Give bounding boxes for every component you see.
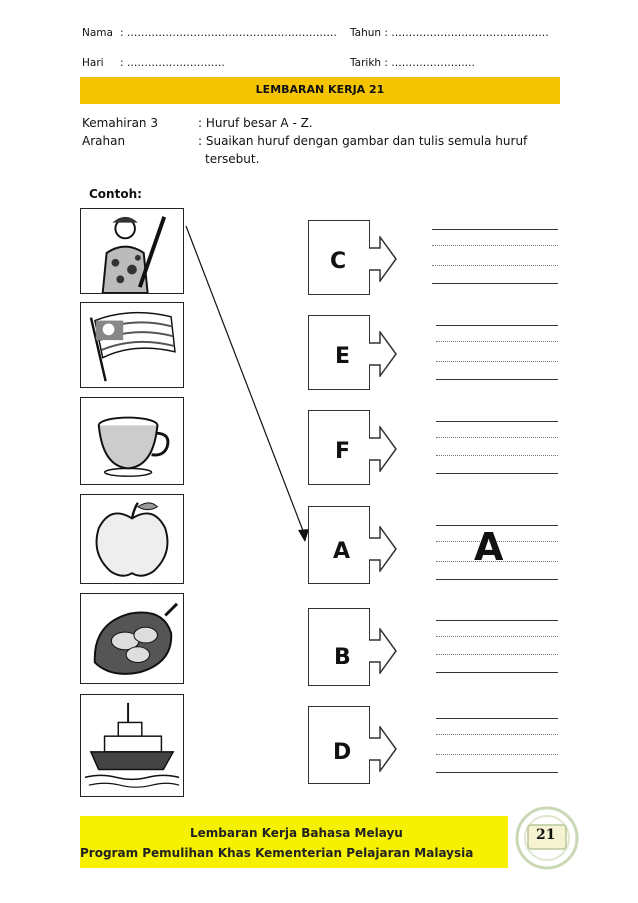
arrow-right-icon [368, 726, 398, 772]
arrow-right-icon [368, 331, 398, 377]
cup-icon [81, 398, 183, 484]
letter-box-6[interactable] [308, 706, 370, 784]
letter-box-2[interactable] [308, 315, 370, 390]
picture-flag[interactable] [80, 302, 184, 388]
arrow-4 [368, 526, 398, 572]
nama-line[interactable]: : …………………………………………………… [120, 27, 337, 39]
skill-label: Kemahiran 3 [82, 116, 158, 130]
writing-area-5[interactable] [436, 620, 558, 676]
letter-box-4[interactable] [308, 506, 370, 584]
arrow-1 [368, 236, 398, 282]
hari-label: Hari [82, 57, 104, 69]
title-banner [80, 77, 560, 104]
page-number-badge [512, 803, 582, 873]
nama-label: Nama [82, 27, 113, 39]
writing-area-4[interactable] [436, 525, 558, 581]
arrow-right-icon [368, 426, 398, 472]
letter-box-1[interactable] [308, 220, 370, 295]
letter-e: E [335, 344, 351, 369]
footer-line-2: Program Pemulihan Khas Kementerian Pelajaran Malaysia [80, 846, 474, 860]
instruction-continuation: tersebut. [205, 152, 260, 166]
picture-apple[interactable] [80, 494, 184, 584]
example-answer: A [474, 525, 504, 569]
apple-icon [81, 495, 183, 583]
letter-c: C [330, 249, 347, 274]
skill-value: : Huruf besar A - Z. [198, 116, 313, 130]
letter-f: F [335, 439, 351, 464]
picture-durian[interactable] [80, 593, 184, 684]
example-connector [180, 220, 315, 550]
letter-a: A [333, 539, 351, 564]
writing-area-6[interactable] [436, 718, 558, 774]
footer-line-1: Lembaran Kerja Bahasa Melayu [190, 826, 403, 840]
worksheet-title: LEMBARAN KERJA 21 [255, 83, 385, 96]
letter-box-3[interactable] [308, 410, 370, 485]
instruction-value: : Suaikan huruf dengan gambar dan tulis semula huruf [198, 134, 528, 148]
footer-banner [80, 816, 508, 868]
letter-box-5[interactable] [308, 608, 370, 686]
picture-ship[interactable] [80, 694, 184, 797]
soldier-icon [81, 209, 183, 293]
writing-area-2[interactable] [436, 325, 558, 381]
hari-line[interactable]: : ………………………. [120, 57, 225, 69]
writing-area-1[interactable] [432, 229, 558, 285]
instruction-label: Arahan [82, 134, 126, 148]
arrow-6 [368, 726, 398, 772]
durian-icon [81, 594, 183, 683]
page-number: 21 [536, 827, 556, 843]
example-label: Contoh: [89, 187, 142, 201]
letter-d: D [333, 740, 352, 765]
picture-cup[interactable] [80, 397, 184, 485]
picture-soldier[interactable] [80, 208, 184, 294]
malaysia-flag-icon [81, 303, 183, 387]
arrow-5 [368, 628, 398, 674]
writing-area-3[interactable] [436, 421, 558, 477]
arrow-3 [368, 426, 398, 472]
arrow-right-icon [368, 628, 398, 674]
arrow-right-icon [368, 526, 398, 572]
tahun-field[interactable]: Tahun : ……………………………………… [350, 27, 549, 39]
tarikh-field[interactable]: Tarikh : …………………... [350, 57, 475, 69]
letter-b: B [334, 645, 351, 670]
arrow-right-icon [368, 236, 398, 282]
ship-icon [81, 695, 183, 796]
arrow-2 [368, 331, 398, 377]
